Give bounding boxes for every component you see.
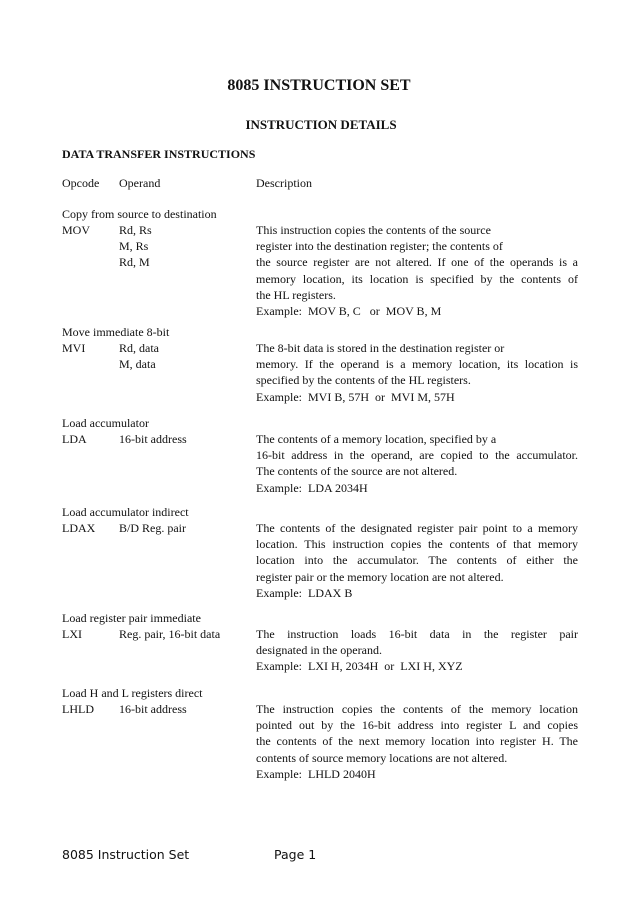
instruction-name: Load accumulator indirect [62,505,189,519]
page-subtitle: INSTRUCTION DETAILS [245,117,397,132]
description-line: register pair or the memory location are not altered. [256,569,504,584]
instruction-description [256,626,578,675]
description-line: 16-bit address in the operand, are copied to the accumulator. [256,448,578,463]
description-line: The instruction loads 16-bit data in the register pair [256,627,578,641]
instruction-operand: M, data [119,357,156,371]
footer-page-number: Page 1 [274,847,317,862]
description-line: The contents of the designated register pair point to a memory [256,521,578,535]
instruction-opcode: MOV [62,223,91,237]
instruction-opcode: LDAX [62,521,96,535]
description-line: Example: MOV B, C or MOV B, M [256,303,442,318]
description-line: the source register are not altered. If one of the operands is a [256,255,578,270]
description-line: contents of source memory locations are not altered. [256,750,508,765]
description-line: location into the accumulator. The contents of either the [256,553,578,568]
instruction-opcode: LXI [62,627,82,641]
description-line: the contents of the next memory location into register H. The [256,734,578,749]
column-header-description: Description [256,176,312,190]
instruction-description [256,431,578,496]
instruction-operand: Reg. pair, 16-bit data [119,627,221,641]
instruction-name: Load H and L registers direct [62,686,203,700]
description-line: The 8-bit data is stored in the destination register or [256,341,505,355]
description-line: The instruction copies the contents of the memory location [256,702,578,716]
footer-document-name: 8085 Instruction Set [62,847,190,862]
description-line: memory location, its location is specified by the contents of [256,271,578,286]
instruction-description [256,340,578,405]
description-line: pointed out by the 16-bit address into register L and copies [256,718,578,733]
column-header-opcode: Opcode [62,176,100,190]
description-line: specified by the contents of the HL registers. [256,373,471,388]
description-line: The contents of a memory location, specified by a [256,432,497,446]
instruction-name: Load accumulator [62,416,149,430]
instruction-operand: Rd, data [119,341,159,355]
description-line: The contents of the source are not altered. [256,464,458,479]
instruction-operand: Rd, Rs [119,223,152,237]
description-line: Example: LHLD 2040H [256,766,376,781]
instruction-name: Move immediate 8-bit [62,325,170,339]
description-line: Example: MVI B, 57H or MVI M, 57H [256,389,455,404]
instruction-name: Copy from source to destination [62,207,217,221]
instruction-operand: 16-bit address [119,432,187,446]
instruction-opcode: MVI [62,341,86,355]
section-title: DATA TRANSFER INSTRUCTIONS [62,147,256,161]
instruction-opcode: LHLD [62,702,94,716]
instruction-operand: M, Rs [119,239,149,253]
instruction-description [256,520,578,601]
description-line: register into the destination register; the contents of [256,239,503,254]
description-line: Example: LXI H, 2034H or LXI H, XYZ [256,659,463,674]
description-line: designated in the operand. [256,643,382,658]
description-line: This instruction copies the contents of the source [256,223,491,237]
column-header-operand: Operand [119,176,161,190]
instruction-operand: Rd, M [119,255,150,269]
instruction-description [256,701,578,782]
description-line: the HL registers. [256,287,336,302]
description-line: memory. If the operand is a memory location, its location is [256,357,578,372]
description-line: location. This instruction copies the contents of that memory [256,537,578,552]
page-title: 8085 INSTRUCTION SET [227,77,411,94]
description-line: Example: LDA 2034H [256,480,368,495]
instruction-operand: 16-bit address [119,702,187,716]
instruction-description [256,222,578,319]
instruction-name: Load register pair immediate [62,611,201,625]
description-line: Example: LDAX B [256,585,353,600]
instruction-opcode: LDA [62,432,87,446]
instruction-operand: B/D Reg. pair [119,521,186,535]
